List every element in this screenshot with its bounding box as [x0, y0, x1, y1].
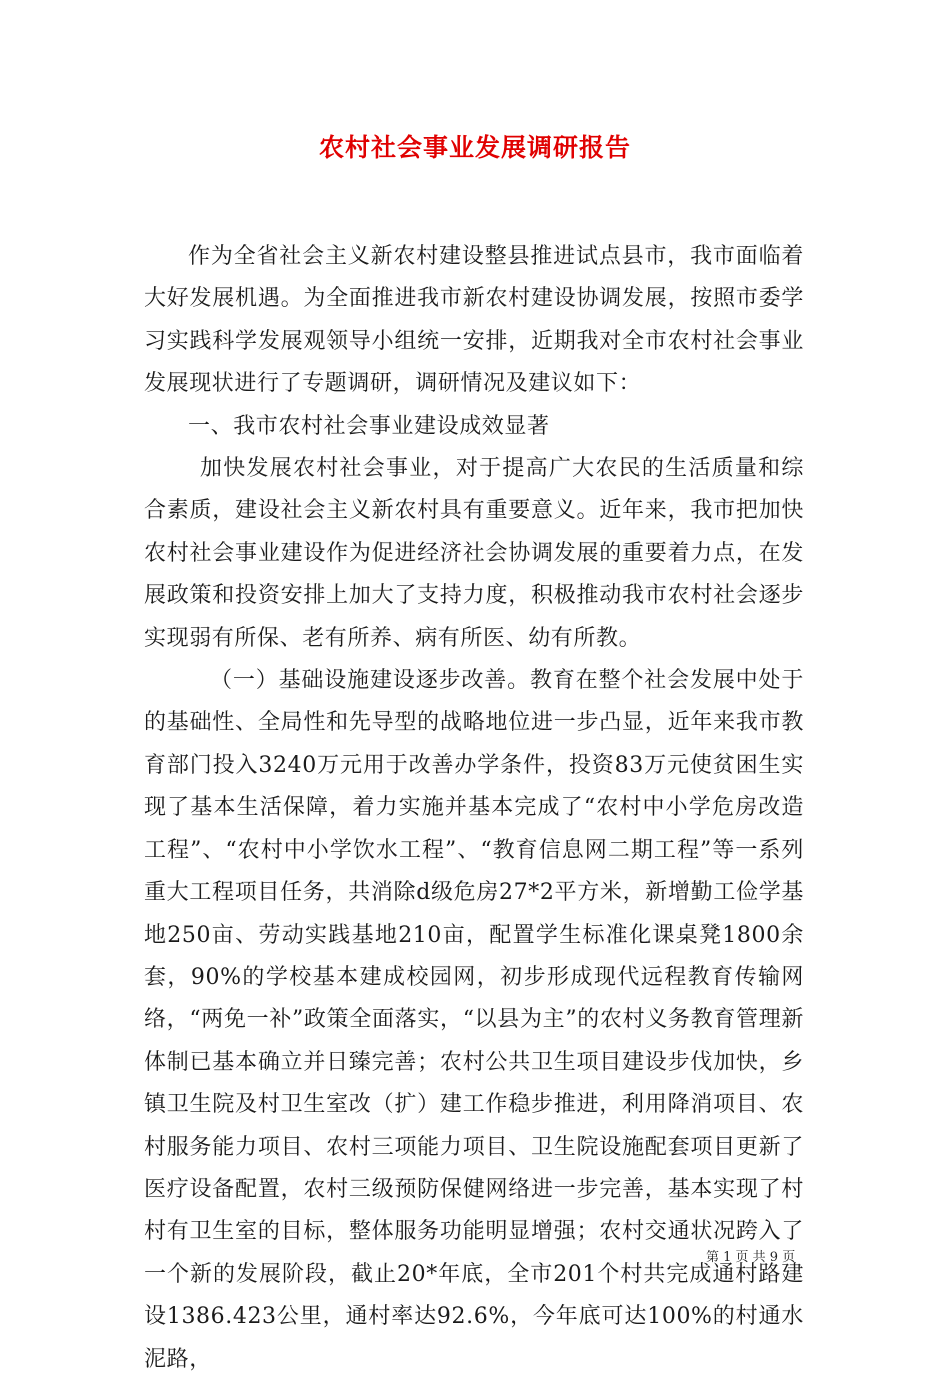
section-heading: 一、我市农村社会事业建设成效显著: [188, 413, 550, 439]
section-paragraph: 加快发展农村社会事业，对于提高广大农民的生活质量和综合素质，建设社会主义新农村具有重要意义。近年来，我市把加快农村社会事业建设作为促进经济社会协调发展的重要着力点，在发展政策和投资安排上加大了支持力度，积极推动我市农村社会逐步实现弱有所保、老有所养、病有所医、幼有所教。: [144, 456, 804, 651]
subsection-paragraph: （一）基础设施建设逐步改善。教育在整个社会发展中处于的基础性、全局性和先导型的战略地位进一步凸显，近年来我市教育部门投入3240万元用于改善办学条件，投资83万元使贫困生实现了基本生活保障，着力实施并基本完成了“农村中小学危房改造工程”、“农村中小学饮水工程”、“教育信息网二期工程”等一系列重大工程项目任务，共消除d级危房27*2平方米，新增勤工俭学基地250亩、劳动实践基地210亩，配置学生标准化课桌凳1800余套，90%的学校基本建成校园网，初步形成现代远程教育传输网络，“两免一补”政策全面落实，“以县为主”的农村义务教育管理新体制已基本确立并日臻完善；农村公共卫生项目建设步伐加快，乡镇卫生院及村卫生室改（扩）建工作稳步推进，利用降消项目、农村服务能力项目、农村三项能力项目、卫生院设施配套项目更新了医疗设备配置，农村三级预防保健网络进一步完善，基本实现了村村有卫生室的目标，整体服务功能明显增强；农村交通状况跨入了一个新的发展阶段，截止20*年底，全市201个村共完成通村路建设1386.423公里，通村率达92.6%，今年底可达100%的村通水泥路，: [144, 668, 804, 1372]
page-footer: 第 1 页 共 9 页: [706, 1250, 796, 1265]
document-title: 农村社会事业发展调研报告: [318, 133, 631, 162]
intro-paragraph: 作为全省社会主义新农村建设整县推进试点县市，我市面临着大好发展机遇。为全面推进我市新农村建设协调发展，按照市委学习实践科学发展观领导小组统一安排，近期我对全市农村社会事业发展现状进行了专题调研，调研情况及建议如下：: [144, 244, 804, 397]
document-body: [144, 236, 804, 1381]
